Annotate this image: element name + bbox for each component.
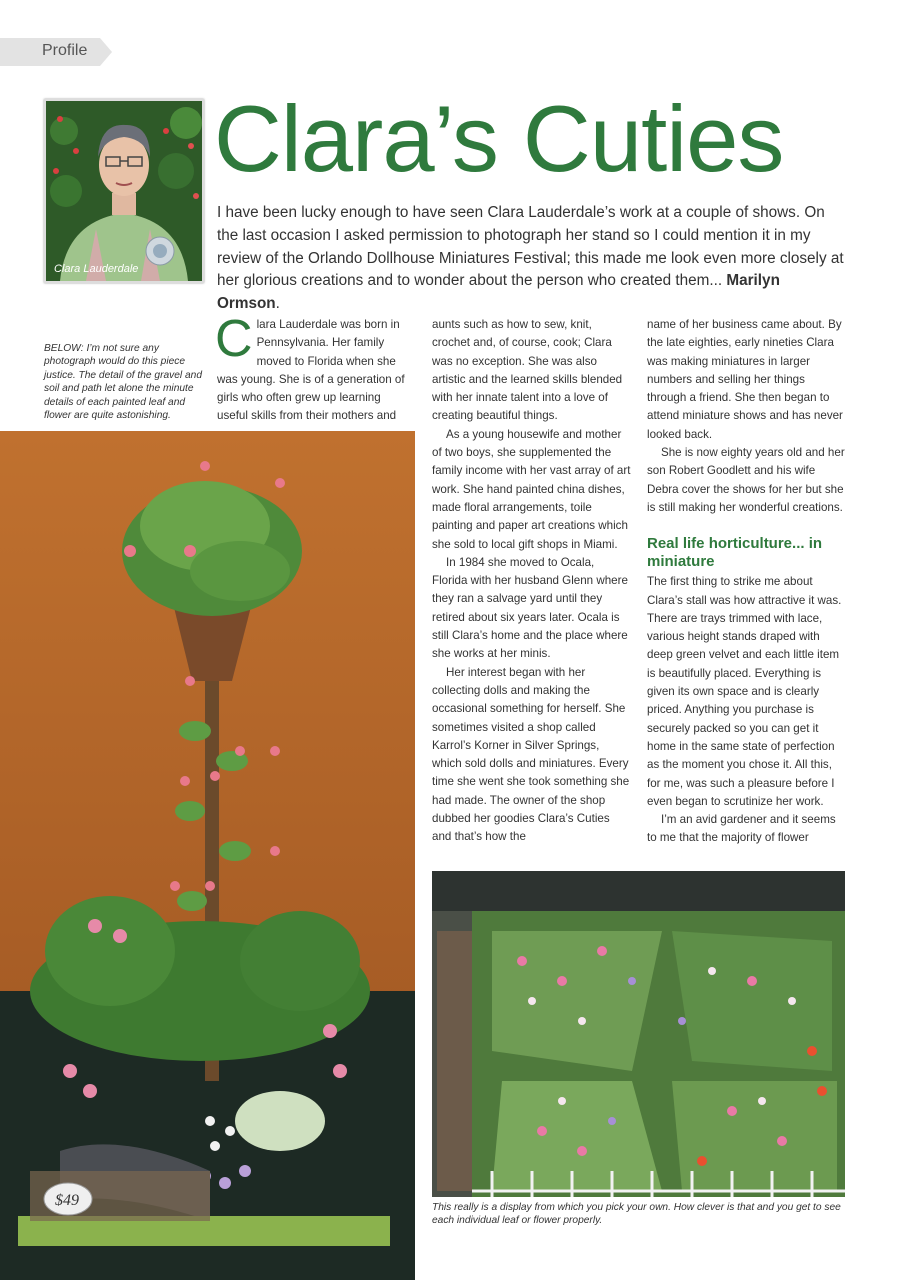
portrait-photo (44, 99, 204, 283)
section-tab-label: Profile (42, 42, 88, 59)
subheading: Real life horticulture... in miniature (647, 535, 823, 571)
paragraph-text: lara Lauderdale was born in Pennsylvania. Her family moved to Florida when she was young. She is of a generation of girls who often grew up learning useful skills from their mothers and (217, 318, 405, 423)
body-column-1 (215, 310, 410, 426)
paragraph: aunts such as how to sew, knit, crochet and, of course, cook; Clara was no exception. She was also artistic and the learned skills blended with her innate talent into a love of creating beautiful things. (432, 318, 623, 423)
paragraph: I’m an avid gardener and it seems to me that the majority of flower (647, 813, 836, 845)
portrait-illustration (46, 101, 202, 281)
article-intro (217, 202, 847, 316)
paragraph: Her interest began with her collecting dolls and making the occasional something for herself. She sometimes visited a shop called Karrol’s Korner in Silver Springs, which sold dolls and miniatures. Every time she went she took something she had made. The owner of the shop dubbed her goodies Clara’s Cuties and that’s how the (432, 665, 630, 844)
body-column-3 (647, 316, 847, 848)
flower-display-illustration (432, 871, 845, 1197)
section-tab-arrow (100, 38, 112, 66)
paragraph: As a young housewife and mother of two boys, she supplemented the family income with her vast array of art work. She hand painted china dishes, made floral arrangements, toile painting and paper art creations which she sold to local gift shops in Miami. (432, 427, 631, 551)
portrait-caption: Clara Lauderdale (54, 263, 139, 275)
bottom-caption: This really is a display from which you pick your own. How clever is that and you get to see each individual leaf or flower properly. (432, 1202, 841, 1227)
miniature-stand-illustration (0, 431, 415, 1280)
intro-end: . (275, 295, 280, 313)
paragraph: name of her business came about. By the late eighties, early nineties Clara was making miniatures in larger numbers and selling her things through a friend. She then began to attend miniature shows and has never looked back. (647, 318, 843, 441)
author-name: Marilyn Ormson (217, 272, 780, 313)
paragraph: In 1984 she moved to Ocala, Florida with her husband Glenn where they ran a salvage yard until they retired about six years later. Ocala is still Clara’s home and the place where she works at her minis. (432, 555, 628, 661)
side-caption: BELOW: I’m not sure any photograph would do this piece justice. The detail of the gravel and soil and path let alone the minute details of each painted leaf and flower are quite astonishing. (44, 343, 203, 422)
article-title: Clara’s Cuties (214, 86, 784, 191)
paragraph: She is now eighty years old and her son Robert Goodlett and his wife Debra cover the shows for her but she is still making her wonderful creations. (647, 446, 845, 514)
flower-display-photo (432, 871, 845, 1197)
paragraph: The first thing to strike me about Clara’s stall was how attractive it was. There are trays trimmed with lace, various height stands draped with deep green velvet and each little item is beautifully placed. Everything is given its own space and is clearly priced. Anything you purchase is securely packed so you can get it home in the same state of perfection as the moment you chose it. All this, for me, was such a pleasure before I even began to scrutinize her work. (647, 575, 842, 808)
paragraph (215, 310, 410, 426)
miniature-stand-photo (0, 431, 415, 1280)
body-column-2 (432, 316, 632, 847)
drop-cap: C (215, 310, 253, 368)
section-tab (0, 38, 112, 66)
intro-text: I have been lucky enough to have seen Clara Lauderdale’s work at a couple of shows. On the last occasion I asked permission to photograph her stand so I could mention it in my review of the Orlando Dollhouse Miniatures Festival; this made me look even more closely at her glorious creations and to wonder about the person who created them... (217, 204, 844, 290)
price-tag: $49 (55, 1192, 79, 1209)
